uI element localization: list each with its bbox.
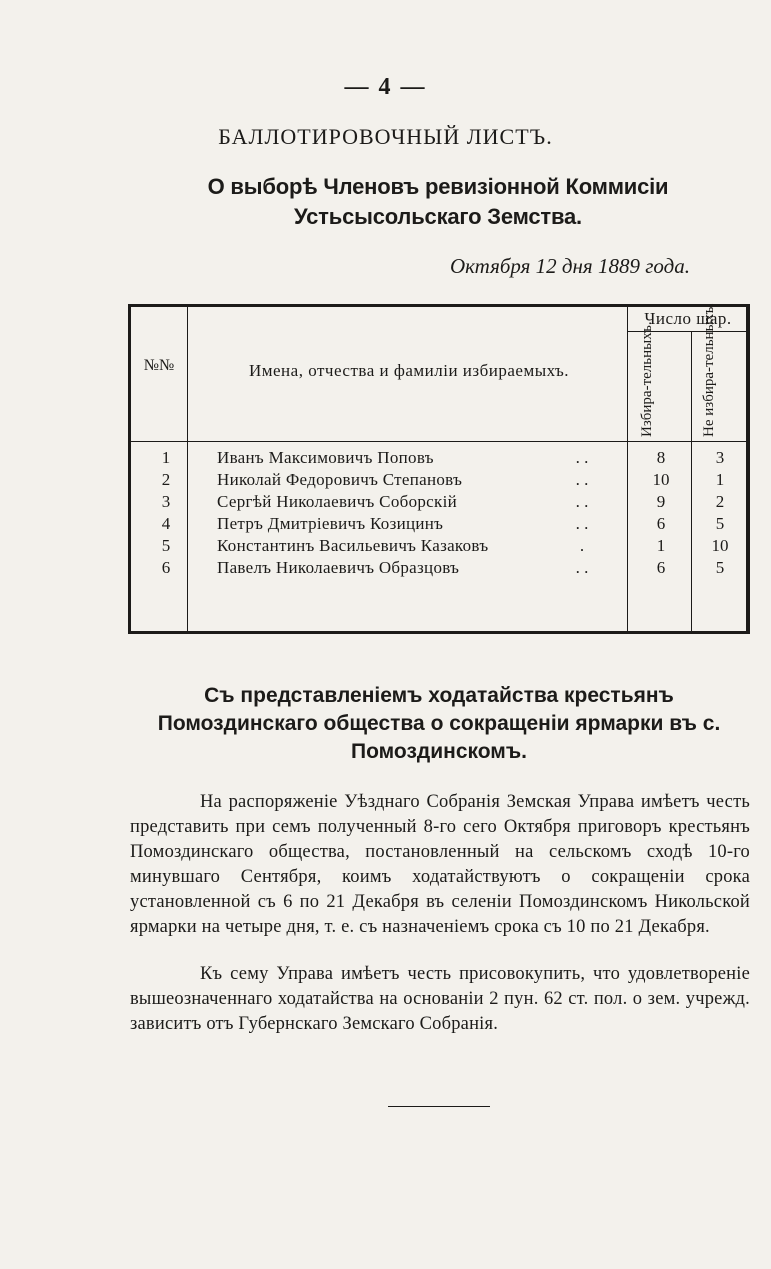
leader-dots: . .	[575, 448, 589, 467]
table-row	[131, 513, 746, 535]
candidate-name: Николай Федоровичъ Степановъ	[217, 470, 463, 489]
leader-dots: . .	[575, 558, 589, 577]
subject-heading: О выборѣ Членовъ ревизіонной Коммисіи Устьсысольскаго Земства.	[207, 174, 669, 229]
paragraph: Къ сему Управа имѣетъ честь присовокупить, что удовлетвореніе вышеозначеннаго ходатайства на основаніи 2 пун. 62 ст. пол. о зем. учрежд. зависитъ отъ Губернскаго Земскаго Собранія.	[130, 964, 750, 1034]
elected-count: 6	[656, 558, 666, 577]
sheet-title: БАЛЛОТИРОВОЧНЫЙ ЛИСТЪ.	[218, 124, 553, 149]
header-not-elected: Не избира-тельныхъ.	[701, 302, 717, 437]
date-line: Октября 12 дня 1889 года.	[449, 254, 690, 278]
not-elected-count: 1	[715, 470, 725, 489]
elected-count: 9	[656, 492, 666, 511]
page-number: — 4 —	[344, 74, 427, 100]
leader-dots: . .	[575, 470, 589, 489]
table-row	[131, 469, 746, 491]
header-num: №№	[143, 357, 175, 374]
not-elected-count: 2	[715, 492, 725, 511]
paragraph: На распоряженіе Уѣзднаго Собранія Земская Управа имѣетъ честь представить при семъ полученный 8-го сего Октября приговоръ крестьянъ Помоздинскаго общества, постановленный на сельскомъ сходѣ 10-го минувшаго Сентября, коимъ ходатайствуютъ о сокращеніи срока установленной съ 6 по 21 Декабря въ селеніи Помоздинскомъ Никольской ярмарки на четыре дня, т. е. съ назначеніемъ срока съ 10 по 21 Декабря.	[130, 792, 750, 937]
row-number: 5	[161, 536, 171, 555]
leader-dots: . .	[575, 492, 589, 511]
candidate-name: Павелъ Николаевичъ Образцовъ	[217, 558, 460, 577]
elected-count: 10	[652, 470, 670, 489]
candidate-name: Сергѣй Николаевичъ Соборскій	[217, 492, 457, 511]
table-row	[131, 557, 746, 579]
not-elected-count: 10	[711, 536, 729, 555]
ballot-table	[128, 304, 750, 634]
candidate-name: Иванъ Максимовичъ Поповъ	[217, 448, 434, 467]
header-count: Число шар.	[644, 309, 732, 328]
row-number: 4	[161, 514, 171, 533]
elected-count: 1	[656, 536, 666, 555]
candidate-name: Петръ Дмитріевичъ Козицинъ	[217, 514, 444, 533]
header-names: Имена, отчества и фамиліи избираемыхъ.	[248, 361, 570, 380]
section-heading: Съ представленіемъ ходатайства крестьянъ Помоздинскаго общества о сокращеніи ярмарки въ с. Помоздинскомъ.	[157, 684, 721, 763]
row-number: 3	[161, 492, 171, 511]
header-divider	[131, 441, 746, 442]
not-elected-count: 5	[715, 558, 725, 577]
row-number: 2	[161, 470, 171, 489]
closing-rule	[388, 1106, 490, 1107]
table-row	[131, 535, 746, 557]
row-number: 6	[161, 558, 171, 577]
not-elected-count: 3	[715, 448, 725, 467]
not-elected-count: 5	[715, 514, 725, 533]
row-number: 1	[161, 448, 171, 467]
leader-dots: . .	[575, 514, 589, 533]
elected-count: 8	[656, 448, 666, 467]
elected-count: 6	[656, 514, 666, 533]
leader-dots: .	[579, 536, 585, 555]
table-row	[131, 491, 746, 513]
header-elected: Избира-тельныхъ.	[639, 321, 655, 437]
candidate-name: Константинъ Васильевичъ Казаковъ	[217, 536, 489, 555]
table-row	[131, 447, 746, 469]
